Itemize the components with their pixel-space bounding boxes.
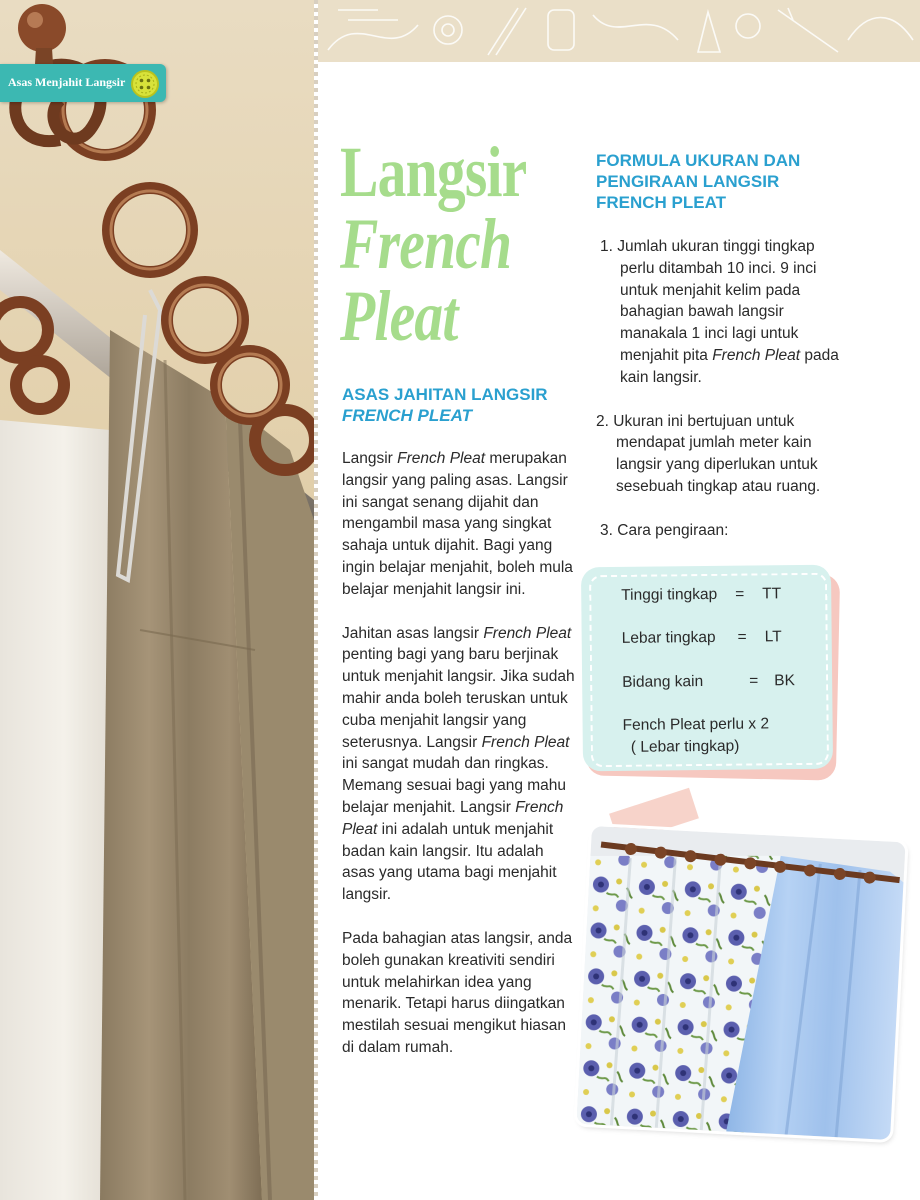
page-title bbox=[340, 132, 532, 356]
formula-card bbox=[582, 566, 836, 776]
title-line-1: Langsir bbox=[340, 132, 527, 212]
title-line-3: Pleat bbox=[340, 276, 458, 356]
p1-text-c: merupakan langsir yang paling asas. Langsir ini sangat senang dijahit dan mengambil masa yang singkat sahaja untuk dijahit. Bagi yang ingin belajar menjahit, boleh mula belajar menjahit langsir ini. bbox=[342, 450, 573, 598]
sewing-doodle-band bbox=[318, 0, 920, 62]
section-heading-formula: FORMULA UKURAN DAN PENGIRAAN LANGSIR FRENCH PLEAT bbox=[596, 151, 801, 212]
p1-text-b: French Pleat bbox=[397, 450, 486, 467]
section-heading-basics bbox=[342, 384, 582, 426]
sewing-doodles-icon bbox=[318, 0, 920, 62]
heading-basics-line-1: ASAS JAHITAN LANGSIR bbox=[342, 385, 548, 404]
p2-text-c: penting bagi yang baru berjinak untuk menjahit langsir. Jika sudah mahir anda boleh teruskan untuk cuba menjahit langsir yang seterusnya. Langsir bbox=[342, 646, 575, 751]
section-tab-label: Asas Menjahit Langsir bbox=[8, 75, 126, 89]
sewing-button-icon bbox=[130, 69, 160, 99]
formula-row-1-eq: = bbox=[735, 585, 745, 603]
p2-text-g: ini adalah untuk menjahit badan kain langsir. Itu adalah asas yang utama bagi menjahit langsir. bbox=[342, 820, 557, 904]
formula-row-lebar bbox=[622, 626, 782, 649]
page-edge-strip bbox=[314, 0, 318, 1200]
pleated-curtains-illustration bbox=[576, 826, 905, 1140]
curtain-rod-illustration bbox=[0, 0, 314, 1200]
list-item-3-text: Cara pengiraan: bbox=[617, 521, 729, 539]
left-body-text bbox=[342, 448, 578, 1081]
formula-row-tinggi bbox=[621, 583, 781, 606]
pleated-curtains-photo bbox=[576, 812, 910, 1150]
list-item-3-number: 3. bbox=[600, 521, 613, 539]
list-item-1-text-c: pada kain langsir. bbox=[620, 346, 839, 386]
p2-text-e: ini sangat mudah dan ringkas. Memang sesuai bagi yang mahu belajar menjahit. Langsir bbox=[342, 755, 567, 816]
p1-text-a: Langsir bbox=[342, 450, 398, 467]
p2-text-a: Jahitan asas langsir bbox=[342, 624, 484, 642]
formula-row-2-eq: = bbox=[737, 628, 747, 646]
formula-row-2-label: Lebar tingkap bbox=[621, 628, 716, 647]
pleated-curtains-frame bbox=[576, 826, 905, 1140]
list-item-2-number: 2. bbox=[596, 412, 609, 430]
title-line-2: French bbox=[340, 204, 512, 284]
formula-row-3-label: Bidang kain bbox=[622, 673, 704, 691]
curtain-rod-photo bbox=[0, 0, 314, 1200]
formula-row-1-label: Tinggi tingkap bbox=[621, 585, 718, 604]
formula-row-bidang bbox=[622, 670, 795, 693]
paragraph-3: Pada bahagian atas langsir, anda boleh gunakan kreativiti sendiri untuk melahirkan idea yang menarik. Tetapi harus diingatkan mestilah sesuai mengikut hiasan di dalam rumah. bbox=[342, 929, 573, 1056]
formula-row-3-value: BK bbox=[774, 672, 795, 690]
list-item-1 bbox=[600, 236, 840, 389]
p2-text-b: French Pleat bbox=[483, 624, 572, 642]
list-item-1-text-b: French Pleat bbox=[712, 346, 801, 364]
right-body-text bbox=[596, 236, 840, 564]
formula-row-3-eq: = bbox=[749, 672, 759, 690]
paragraph-1 bbox=[342, 448, 578, 601]
list-item-3 bbox=[600, 520, 840, 542]
p2-text-d: French Pleat bbox=[481, 733, 570, 751]
formula-row-1-value: TT bbox=[762, 585, 782, 603]
formula-card-body bbox=[581, 565, 833, 772]
list-item-1-number: 1. bbox=[600, 238, 613, 255]
list-item-2-text: Ukuran ini bertujuan untuk mendapat jumlah meter kain langsir yang diperlukan untuk sesebuah tingkap atau ruang. bbox=[613, 412, 821, 495]
list-item-2 bbox=[596, 411, 840, 498]
section-tab bbox=[0, 64, 166, 102]
heading-basics-line-2: FRENCH PLEAT bbox=[342, 406, 473, 425]
formula-row-2-value: LT bbox=[764, 628, 782, 646]
p2-text-f: French Pleat bbox=[342, 798, 564, 838]
formula-row-fench-pleat: Fench Pleat perlu x 2 bbox=[622, 715, 770, 734]
list-item-1-text-a: Jumlah ukuran tinggi tingkap perlu ditambah 10 inci. 9 inci untuk menjahit kelim pada bahagian bawah langsir manakala 1 inci lagi untuk menjahit pita bbox=[617, 238, 817, 364]
formula-row-fench-pleat-note: ( Lebar tingkap) bbox=[630, 737, 740, 756]
paragraph-2 bbox=[342, 623, 578, 906]
